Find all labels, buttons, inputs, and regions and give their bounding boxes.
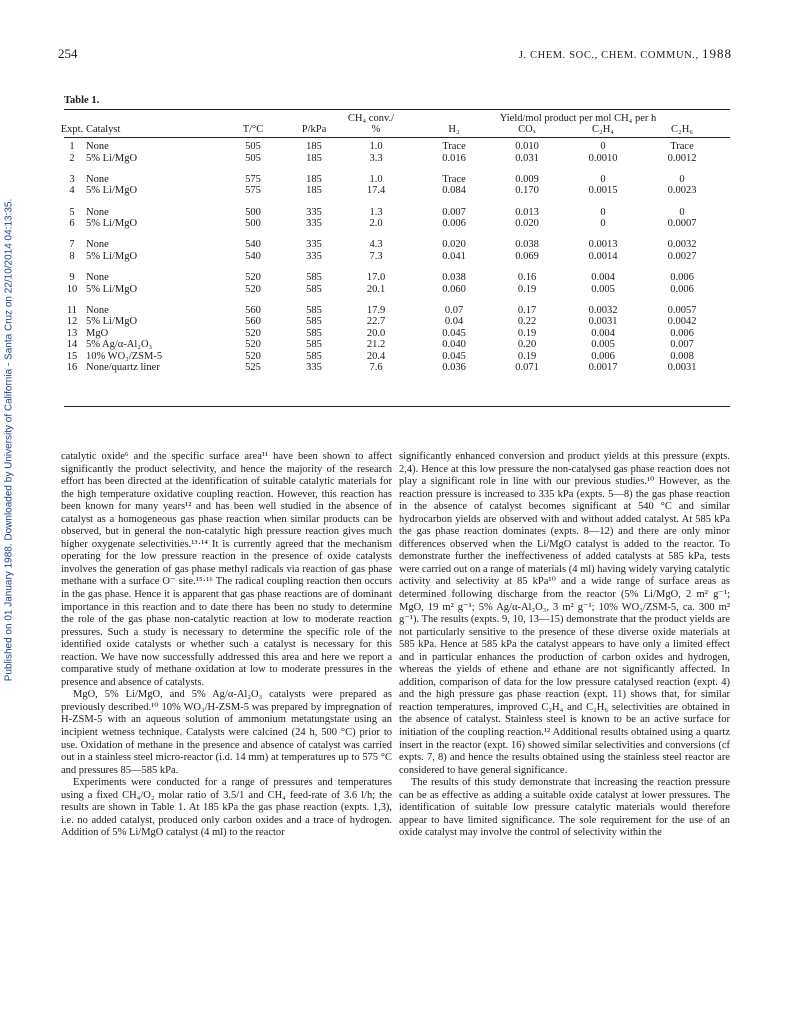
table-cell-cox: 0.009 [515, 173, 539, 185]
table-cell-ch4-conversion: 3.3 [369, 152, 383, 164]
table-cell-cox: 0.020 [515, 218, 539, 229]
table-cell-pressure: 335 [306, 218, 322, 229]
table-cell-ch4-conversion: 1.0 [369, 141, 383, 152]
table-cell-c2h6: 0.0007 [667, 218, 697, 229]
table-cell-ch4-conversion: 17.9 [366, 304, 386, 316]
table-cell-c2h6: 0.007 [670, 339, 694, 351]
table-cell-pressure: 585 [306, 327, 322, 339]
table-cell-ch4-conversion: 4.3 [369, 239, 383, 251]
table-bottom-rule [64, 406, 730, 407]
table-cell-h2: 0.020 [442, 239, 466, 251]
table-cell-cox: 0.17 [517, 304, 537, 316]
table-cell-pressure: 585 [306, 272, 322, 283]
table-cell-c2h4: 0 [600, 141, 606, 152]
table-cell-pressure: 585 [306, 304, 322, 316]
table-cell-ch4-conversion: 20.1 [366, 283, 386, 295]
table-cell-h2: 0.036 [442, 362, 466, 374]
download-watermark-text: Published on 01 January 1988. Downloaded by University of California - Santa Cruz on 22/10/2014 04:13:35. [3, 198, 15, 682]
table-cell-cox: 0.013 [515, 206, 539, 218]
table-cell-pressure: 585 [306, 350, 322, 362]
table-cell-c2h6: 0.0012 [667, 152, 697, 164]
table-cell-temperature: 560 [245, 316, 261, 328]
table-cell-c2h4: 0.006 [591, 350, 615, 362]
table-cell-h2: 0.041 [442, 250, 466, 262]
table-cell-c2h4: 0.005 [591, 339, 615, 351]
table-cell-h2: 0.038 [442, 272, 466, 283]
left-paragraph: Experiments were conducted for a range of pressures and temperatures using a fixed CH₄/O₂ molar ratio of 3.5/1 and CH₄ feed-rate of 3.6 l/h; the results are shown in Table 1. At 185 kPa the gas phase reaction (expts. 1,3), i.e. no added catalyst, produced only carbon oxides and a trace of hydrogen. Addition of 5% Li/MgO catalyst (4 ml) to the reactor [61, 777, 392, 839]
table-cell-h2: 0.006 [442, 218, 466, 229]
table-cell-c2h6: 0.006 [670, 327, 694, 339]
table-cell-expt: 2 [69, 152, 75, 164]
journal-year: 1988 [702, 46, 732, 61]
journal-name: J. CHEM. SOC., CHEM. COMMUN., [518, 50, 699, 61]
table-cell-ch4-conversion: 20.4 [366, 350, 386, 362]
table-cell-expt: 12 [66, 316, 78, 328]
column-header-temperature: T/°C [242, 124, 264, 135]
table-cell-ch4-conversion: 2.0 [369, 218, 383, 229]
table-cell-temperature: 505 [245, 141, 261, 152]
table-cell-temperature: 525 [245, 362, 261, 374]
table-cell-h2: 0.084 [442, 185, 466, 197]
table-cell-cox: 0.069 [515, 250, 539, 262]
table-cell-h2: 0.045 [442, 327, 466, 339]
table-cell-c2h4: 0.0013 [588, 239, 618, 251]
table-cell-expt: 8 [69, 250, 75, 262]
table-cell-catalyst: 5% Li/MgO [86, 316, 138, 328]
header-ch4-conversion-group: CH₄ conv./ [347, 113, 395, 124]
table-cell-expt: 9 [69, 272, 75, 283]
table-cell-c2h6: 0.0027 [667, 250, 697, 262]
table-cell-pressure: 585 [306, 283, 322, 295]
table-cell-ch4-conversion: 7.3 [369, 250, 383, 262]
table-cell-pressure: 335 [306, 250, 322, 262]
table-cell-catalyst: None [86, 206, 109, 218]
table-cell-catalyst: 5% Li/MgO [86, 185, 138, 197]
table-cell-h2: 0.07 [444, 304, 464, 316]
column-header-h2: H₂ [448, 124, 460, 135]
table-cell-pressure: 185 [306, 173, 322, 185]
table-cell-pressure: 585 [306, 339, 322, 351]
table-cell-c2h4: 0.0017 [588, 362, 618, 374]
table-cell-c2h4: 0 [600, 206, 606, 218]
table-cell-temperature: 505 [245, 152, 261, 164]
column-header-ch4-conversion: % [371, 124, 381, 135]
table-cell-c2h4: 0.0032 [588, 304, 618, 316]
table-cell-temperature: 540 [245, 239, 261, 251]
table-cell-catalyst: MgO [86, 327, 109, 339]
table-cell-catalyst: None [86, 173, 109, 185]
table-cell-c2h4: 0.005 [591, 283, 615, 295]
table-cell-h2: Trace [442, 173, 466, 185]
table-cell-ch4-conversion: 1.0 [369, 173, 383, 185]
table-cell-expt: 1 [69, 141, 75, 152]
table-cell-catalyst: None [86, 304, 109, 316]
right-paragraph: significantly enhanced conversion and product yields at this pressure (expts. 2,4). Hence at this low pressure the non-catalysed gas phase reaction does not play a significant role in line with our previous studies.¹⁰ However, as the reaction pressure is increased to 335 kPa (expts. 5—8) the gas phase reaction in the absence of catalyst becomes significant at 540 °C and similar hydrocarbon yields are observed with and without added catalyst. At 585 kPa the gas phase reaction dominates (expts. 8—12) and there are only minor differences observed when the Li/MgO catalyst is added to the reactor. To demonstrate further the ineffectiveness of added catalysts at 585 kPa, tests were carried out on a range of materials (4 ml) having widely varying catalytic activity and selectivity at 85 kPa¹⁰ and a wide range of surface areas as determined following discharge from the reactor (5% Li/MgO, 2 m² g⁻¹; MgO, 19 m² g⁻¹; 5% Ag/α-Al₂O₃, 3 m² g⁻¹; 10% WO₃/ZSM-5, ca. 300 m² g⁻¹). The results (expts. 9, 10, 13—15) demonstrate that the product yields are not particularly sensitive to the presence of these diverse oxide materials at 585 kPa. Hence at 585 kPa the catalyst appears to have only a limited effect and in particular enhances the production of carbon oxides and hydrogen, whereas the yields of ethene and ethane are not significantly affected. In addition, comparison of data for the low pressure catalysed reaction (expt. 4) and the high pressure gas phase reaction (expt. 11) shows that, for similar reaction temperatures, improved C₂H₄ and C₂H₆ selectivities are obtained in the absence of catalyst. Stainless steel is known to be an active surface for initiation of the coupling reaction.¹² Additional results obtained using a quartz insert in the reactor (expt. 16) showed similar selectivities and conversions (cf expts. 7, 8) and hence the results obtained using the stainless steel reactor are considered to have general significance. [399, 451, 730, 776]
table-cell-c2h6: 0.0032 [667, 239, 697, 251]
table-cell-expt: 15 [66, 350, 78, 362]
table-cell-expt: 11 [66, 304, 78, 316]
table-cell-catalyst: 5% Ag/α-Al₂O₃ [86, 339, 153, 351]
table-cell-cox: 0.038 [515, 239, 539, 251]
column-header-c2h6: C₂H₆ [671, 124, 693, 135]
table-cell-temperature: 500 [245, 206, 261, 218]
table-cell-catalyst: 5% Li/MgO [86, 152, 138, 164]
table-cell-h2: 0.045 [442, 350, 466, 362]
table-cell-ch4-conversion: 22.7 [366, 316, 386, 328]
table-cell-catalyst: None [86, 272, 109, 283]
table-cell-catalyst: 5% Li/MgO [86, 283, 138, 295]
table-cell-expt: 13 [66, 327, 78, 339]
table-cell-temperature: 520 [245, 339, 261, 351]
table-cell-temperature: 560 [245, 304, 261, 316]
right-paragraph: The results of this study demonstrate that increasing the reaction pressure can be as effective as adding a suitable oxide catalyst at lower pressures. The identification of suitable low pressure catalytic materials would therefore appear to have limited significance. The sole requirement for the use of an oxide catalyst may involve the control of selectivity within the [399, 777, 730, 839]
page-header [58, 46, 732, 62]
table-cell-ch4-conversion: 21.2 [366, 339, 386, 351]
table-cell-temperature: 500 [245, 218, 261, 229]
table-cell-pressure: 335 [306, 206, 322, 218]
table-cell-temperature: 520 [245, 272, 261, 283]
journal-running-head [519, 46, 732, 62]
table-cell-temperature: 575 [245, 173, 261, 185]
table-cell-pressure: 585 [306, 316, 322, 328]
download-watermark [2, 160, 16, 720]
table-cell-c2h6: 0.006 [670, 283, 694, 295]
left-paragraph: catalytic oxide⁶ and the specific surface area¹¹ have been shown to affect significantly the product selectivity, and hence the majority of the research effort has been directed at the identification of suitable catalytic materials for the high temperature oxidative coupling reaction. However, this reaction has been known for many years¹² and has been well studied in the absence of catalyst as a homogeneous gas phase reaction when similar products can be observed, but in general the non-catalytic high pressure reaction gives much higher oxygenate selectivities.¹³·¹⁴ It is currently agreed that the mechanism operating for the low pressure reaction in the presence of oxide catalysts involves the generation of gas phase methyl radicals via reaction of gas phase methane with a surface O⁻ site.¹⁵·¹⁶ The radical coupling reaction then occurs in the gas phase. Hence it is apparent that gas phase reactions are of dominant importance in this reaction and to date there has been no study to determine the role of the gas phase non-catalytic reaction at low to moderate reaction pressures. Such a study is necessary to determine the specific role of the identified oxide catalysts or whether such a catalyst is necessary for this reaction. We have now successfully addressed this area and here we report a comparative study of methane oxidation at low to moderate pressures in the presence and absence of catalysts. [61, 451, 392, 688]
table-cell-expt: 6 [69, 218, 75, 229]
left-paragraph: MgO, 5% Li/MgO, and 5% Ag/α-Al₂O₃ catalysts were prepared as previously described.¹⁰ 10% WO₃/H-ZSM-5 was prepared by impregnation of H-ZSM-5 with an aqueous solution of ammonium metatungstate using an incipient wetness technique. Catalysts were calcined (24 h, 500 °C) prior to use. Oxidation of methane in the presence and absence of catalyst was carried out in a stainless steel micro-reactor (i.d. 14 mm) at temperatures up to 575 °C and pressures 85—585 kPa. [61, 689, 392, 776]
table-cell-expt: 4 [69, 185, 75, 197]
table-cell-pressure: 185 [306, 141, 322, 152]
right-text-column [399, 451, 730, 840]
table-cell-expt: 5 [69, 206, 75, 218]
table-cell-c2h4: 0.0015 [588, 185, 618, 197]
table-cell-expt: 3 [69, 173, 75, 185]
table-cell-h2: 0.04 [444, 316, 464, 328]
table-cell-pressure: 335 [306, 239, 322, 251]
table-cell-ch4-conversion: 17.0 [366, 272, 386, 283]
table-cell-temperature: 520 [245, 350, 261, 362]
table-cell-ch4-conversion: 7.6 [369, 362, 383, 374]
table-cell-cox: 0.010 [515, 141, 539, 152]
page-number: 254 [58, 46, 78, 61]
column-header-c2h4: C₂H₄ [592, 124, 614, 135]
table-cell-expt: 14 [66, 339, 78, 351]
table-cell-pressure: 185 [306, 185, 322, 197]
table-title: Table 1. [64, 95, 100, 106]
table-cell-h2: 0.007 [442, 206, 466, 218]
table-cell-c2h4: 0 [600, 173, 606, 185]
column-header-pressure: P/kPa [301, 124, 327, 135]
table-cell-ch4-conversion: 17.4 [366, 185, 386, 197]
table-cell-temperature: 520 [245, 283, 261, 295]
table-cell-c2h6: 0 [679, 173, 685, 185]
table-top-rule [64, 109, 730, 110]
table-cell-pressure: 335 [306, 362, 322, 374]
table-cell-temperature: 520 [245, 327, 261, 339]
table-cell-temperature: 540 [245, 250, 261, 262]
table-cell-c2h4: 0.0014 [588, 250, 618, 262]
table-cell-ch4-conversion: 20.0 [366, 327, 386, 339]
table-cell-ch4-conversion: 1.3 [369, 206, 383, 218]
table-cell-c2h6: 0.008 [670, 350, 694, 362]
table-cell-c2h6: 0.0023 [667, 185, 697, 197]
table-cell-catalyst: 5% Li/MgO [86, 218, 138, 229]
table-cell-expt: 10 [66, 283, 78, 295]
table-cell-h2: 0.060 [442, 283, 466, 295]
table-cell-c2h4: 0.004 [591, 327, 615, 339]
table-cell-catalyst: None/quartz liner [86, 362, 160, 374]
table-cell-c2h6: 0.006 [670, 272, 694, 283]
table-cell-cox: 0.19 [517, 283, 537, 295]
table-cell-catalyst: 10% WO₃/ZSM-5 [86, 350, 163, 362]
header-yield-group: Yield/mol product per mol CH₄ per h [499, 113, 657, 124]
table-cell-cox: 0.170 [515, 185, 539, 197]
table-cell-h2: Trace [442, 141, 466, 152]
table-cell-temperature: 575 [245, 185, 261, 197]
table-cell-expt: 7 [69, 239, 75, 251]
table-cell-cox: 0.19 [517, 350, 537, 362]
table-cell-c2h4: 0.004 [591, 272, 615, 283]
table-cell-c2h4: 0 [600, 218, 606, 229]
table-cell-c2h6: Trace [670, 141, 694, 152]
table-cell-cox: 0.19 [517, 327, 537, 339]
table-cell-c2h4: 0.0010 [588, 152, 618, 164]
table-cell-cox: 0.20 [517, 339, 537, 351]
left-text-column [61, 451, 392, 840]
table-cell-catalyst: None [86, 239, 109, 251]
table-cell-catalyst: 5% Li/MgO [86, 250, 138, 262]
table-cell-c2h6: 0.0031 [667, 362, 697, 374]
table-cell-cox: 0.071 [515, 362, 539, 374]
table-cell-c2h6: 0.0057 [667, 304, 697, 316]
table-cell-h2: 0.040 [442, 339, 466, 351]
table-cell-expt: 16 [66, 362, 78, 374]
table-cell-pressure: 185 [306, 152, 322, 164]
table-cell-cox: 0.22 [517, 316, 537, 328]
column-header-expt: Expt. [60, 124, 84, 135]
table-header-rule [64, 137, 730, 138]
table-cell-c2h4: 0.0031 [588, 316, 618, 328]
table-cell-h2: 0.016 [442, 152, 466, 164]
table-cell-cox: 0.031 [515, 152, 539, 164]
table-cell-cox: 0.16 [517, 272, 537, 283]
table-cell-c2h6: 0 [679, 206, 685, 218]
table-cell-catalyst: None [86, 141, 109, 152]
column-header-catalyst: Catalyst [86, 124, 121, 135]
column-header-cox: COₓ [518, 124, 536, 135]
table-cell-c2h6: 0.0042 [667, 316, 697, 328]
